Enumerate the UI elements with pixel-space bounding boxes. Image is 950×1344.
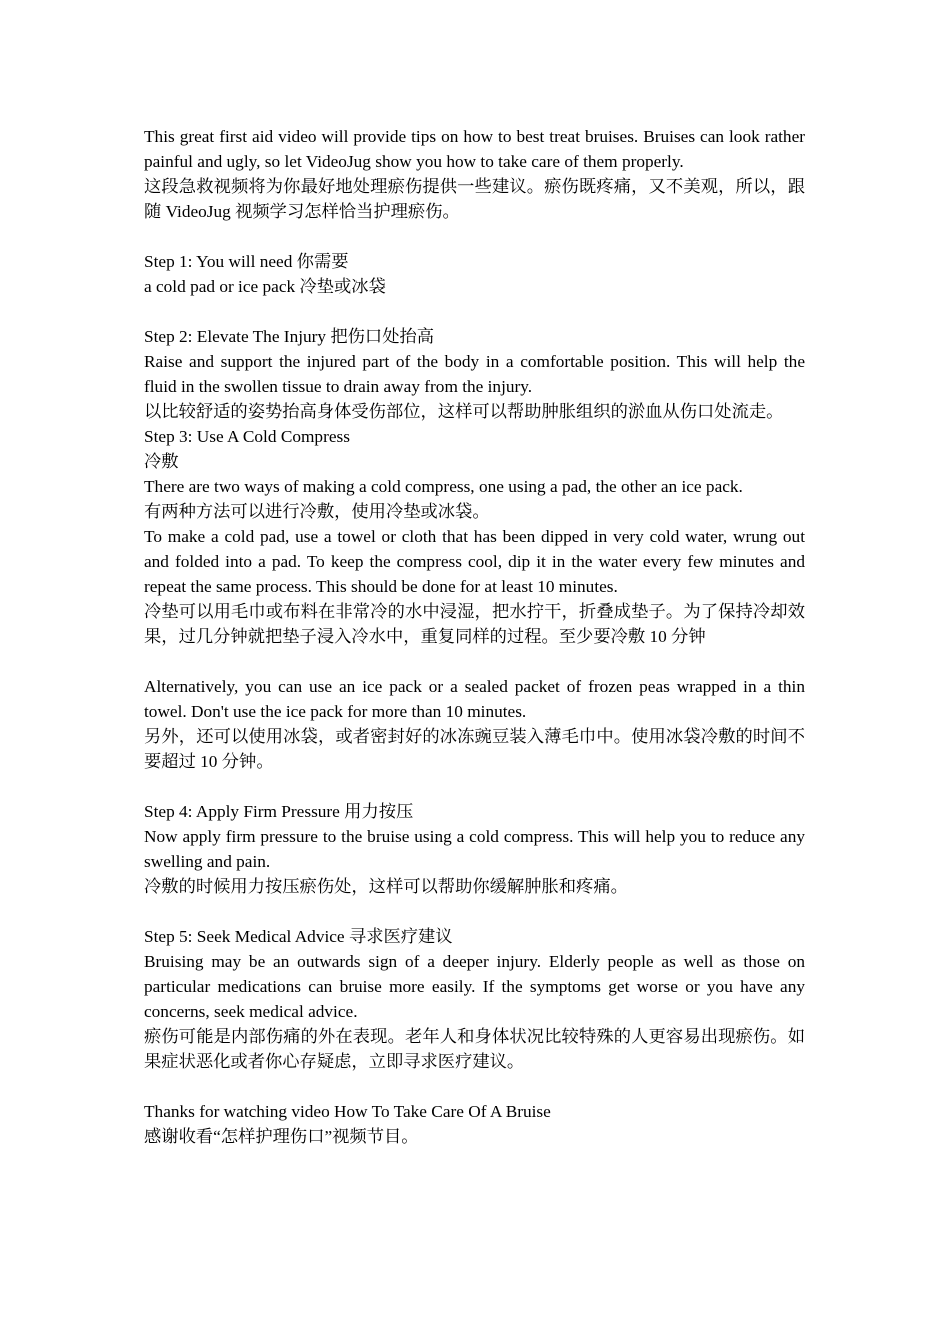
step3-para2-chinese: 冷垫可以用毛巾或布料在非常冷的水中浸湿，把水拧干，折叠成垫子。为了保持冷却效果，过几分钟就把垫子浸入冷水中，重复同样的过程。至少要冷敷 10 分钟 xyxy=(144,602,805,646)
step4-chinese: 冷敷的时候用力按压瘀伤处，这样可以帮助你缓解肿胀和疼痛。 xyxy=(144,877,628,896)
step2-english: Raise and support the injured part of the body in a comfortable position. This will help the fluid in the swollen tissue to drain away from the injury. xyxy=(144,352,805,396)
intro-english: This great first aid video will provide tips on how to best treat bruises. Bruises can look rather painful and ugly, so let VideoJug show you how to take care of them properly. xyxy=(144,127,805,171)
step1-item: a cold pad or ice pack 冷垫或冰袋 xyxy=(144,277,386,296)
step3-para1-chinese: 有两种方法可以进行冷敷，使用冷垫或冰袋。 xyxy=(144,502,490,521)
step2-heading: Step 2: Elevate The Injury 把伤口处抬高 xyxy=(144,327,435,346)
step3-heading-chinese: 冷敷 xyxy=(144,452,179,471)
document-body xyxy=(144,124,805,1149)
step4-heading: Step 4: Apply Firm Pressure 用力按压 xyxy=(144,802,414,821)
spacer xyxy=(144,774,805,799)
step3-para1-english: There are two ways of making a cold compress, one using a pad, the other an ice pack. xyxy=(144,477,743,496)
step5-heading: Step 5: Seek Medical Advice 寻求医疗建议 xyxy=(144,927,453,946)
intro-chinese: 这段急救视频将为你最好地处理瘀伤提供一些建议。瘀伤既疼痛，又不美观，所以，跟随 VideoJug 视频学习怎样恰当护理瘀伤。 xyxy=(144,177,805,221)
step3-para2-english: To make a cold pad, use a towel or cloth that has been dipped in very cold water, wrung out and folded into a pad. To keep the compress cool, dip it in the water every few minutes and repeat the same process. This should be done for at least 10 minutes. xyxy=(144,527,805,596)
step5-chinese: 瘀伤可能是内部伤痛的外在表现。老年人和身体状况比较特殊的人更容易出现瘀伤。如果症状恶化或者你心存疑虑，立即寻求医疗建议。 xyxy=(144,1027,805,1071)
step3-para3-chinese: 另外，还可以使用冰袋，或者密封好的冰冻豌豆装入薄毛巾中。使用冰袋冷敷的时间不要超过 10 分钟。 xyxy=(144,727,805,771)
outro-english: Thanks for watching video How To Take Care Of A Bruise xyxy=(144,1102,551,1121)
step5-english: Bruising may be an outwards sign of a deeper injury. Elderly people as well as those on particular medications can bruise more easily. If the symptoms get worse or you have any concerns, seek medical advice. xyxy=(144,952,805,1021)
spacer xyxy=(144,649,805,674)
spacer xyxy=(144,899,805,924)
step4-english: Now apply firm pressure to the bruise using a cold compress. This will help you to reduce any swelling and pain. xyxy=(144,827,805,871)
step3-heading: Step 3: Use A Cold Compress xyxy=(144,427,350,446)
step3-para3-english: Alternatively, you can use an ice pack or a sealed packet of frozen peas wrapped in a thin towel. Don't use the ice pack for more than 10 minutes. xyxy=(144,677,805,721)
spacer xyxy=(144,224,805,249)
step1-heading: Step 1: You will need 你需要 xyxy=(144,252,349,271)
spacer xyxy=(144,1074,805,1099)
spacer xyxy=(144,299,805,324)
outro-chinese: 感谢收看“怎样护理伤口”视频节目。 xyxy=(144,1127,419,1146)
step2-chinese: 以比较舒适的姿势抬高身体受伤部位，这样可以帮助肿胀组织的淤血从伤口处流走。 xyxy=(144,402,784,421)
